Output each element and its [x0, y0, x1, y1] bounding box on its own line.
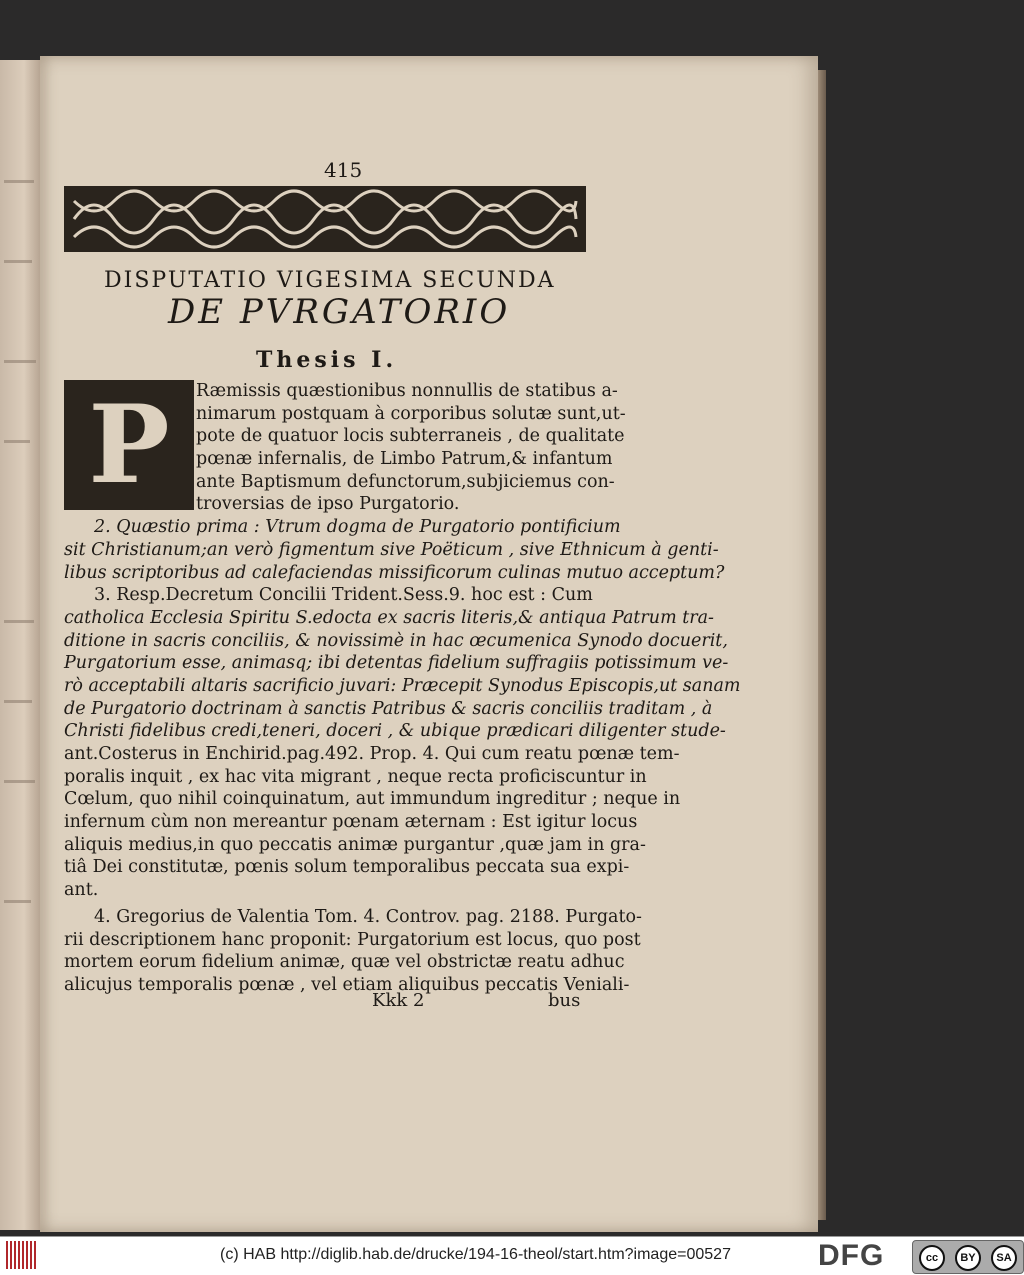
text-line: alicujus temporalis pœnæ , vel etiam aliquibus peccatis Veniali- [64, 974, 630, 995]
text-line: 4. Gregorius de Valentia Tom. 4. Controv. pag. 2188. Purgato- [94, 906, 642, 927]
text-line: nimarum postquam à corporibus solutæ sunt,ut- [196, 403, 626, 424]
footer-bar [0, 1236, 1024, 1275]
text-line: rò acceptabili altaris sacrificio juvari: Præcepit Synodus Episcopis,ut sanam [64, 675, 741, 696]
text-line: aliquis medius,in quo peccatis animæ purgantur ,quæ jam in gra- [64, 834, 646, 855]
text-line: ditione in sacris conciliis, & novissimè in hac œcumenica Synodo docuerit, [64, 630, 728, 651]
text-line: tiâ Dei constitutæ, pœnis solum temporalibus peccata sua expi- [64, 857, 630, 878]
text-line: rii descriptionem hanc proponit: Purgatorium est locus, quo post [64, 929, 641, 950]
thesis-heading: Thesis I. [256, 347, 398, 373]
by-icon: BY [955, 1245, 981, 1271]
text-line: poralis inquit , ex hac vita migrant , neque recta proficiscuntur in [64, 766, 647, 787]
page-number: 415 [324, 158, 363, 182]
cc-license-badge[interactable] [912, 1240, 1024, 1274]
hab-logo-icon [6, 1241, 38, 1269]
disputation-title: DISPUTATIO VIGESIMA SECUNDA [104, 268, 556, 293]
text-line: 3. Resp.Decretum Concilii Trident.Sess.9. hoc est : Cum [94, 585, 593, 606]
catchword: bus [548, 990, 581, 1011]
text-line: Cœlum, quo nihil coinquinatum, aut immundum ingreditur ; neque in [64, 789, 681, 810]
signature-mark: Kkk 2 [372, 990, 425, 1011]
text-line: Christi fidelibus credi,teneri, doceri , & ubique prædicari diligenter stude- [64, 721, 726, 742]
text-line: Purgatorium esse, animasq; ibi detentas fidelium suffragiis potissimum ve- [64, 653, 729, 674]
facing-page-edge [0, 60, 40, 1230]
ornamental-border [64, 186, 586, 252]
text-line: de Purgatorio doctrinam à sanctis Patribus & sacris conciliis traditam , à [64, 698, 713, 719]
text-line: catholica Ecclesia Spiritu S.edocta ex sacris literis,& antiqua Patrum tra- [64, 607, 714, 628]
cc-icon: cc [919, 1245, 945, 1271]
text-line: infernum cùm non mereantur pœnam æternam : Est igitur locus [64, 812, 638, 833]
text-line: ante Baptismum defunctorum,subjiciemus con- [196, 471, 615, 492]
text-line: libus scriptoribus ad calefaciendas missificorum culinas mutuo acceptum? [64, 562, 725, 583]
dfg-logo: DFG [818, 1239, 885, 1272]
text-line: pœnæ infernalis, de Limbo Patrum,& infantum [196, 449, 613, 470]
source-link[interactable]: (c) HAB http://diglib.hab.de/drucke/194-16-theol/start.htm?image=00527 [220, 1246, 731, 1263]
text-line: pote de quatuor locis subterraneis , de qualitate [196, 426, 625, 447]
text-line: mortem eorum fidelium animæ, quæ vel obstrictæ reatu adhuc [64, 952, 625, 973]
text-line: ant.Costerus in Enchirid.pag.492. Prop. 4. Qui cum reatu pœnæ tem- [64, 744, 680, 764]
page-edge [818, 70, 826, 1220]
disputation-subtitle: DE PVRGATORIO [168, 292, 511, 332]
text-line: troversias de ipso Purgatorio. [196, 494, 460, 515]
text-line: ant. [64, 880, 99, 901]
sa-icon: SA [991, 1245, 1017, 1271]
text-line: sit Christianum;an verò figmentum sive Poëticum , sive Ethnicum à genti- [64, 539, 719, 560]
decorated-initial: P [64, 380, 194, 510]
text-line: Ræmissis quæstionibus nonnullis de statibus a- [196, 381, 618, 401]
text-line: 2. Quæstio prima : Vtrum dogma de Purgatorio pontificium [94, 517, 621, 538]
